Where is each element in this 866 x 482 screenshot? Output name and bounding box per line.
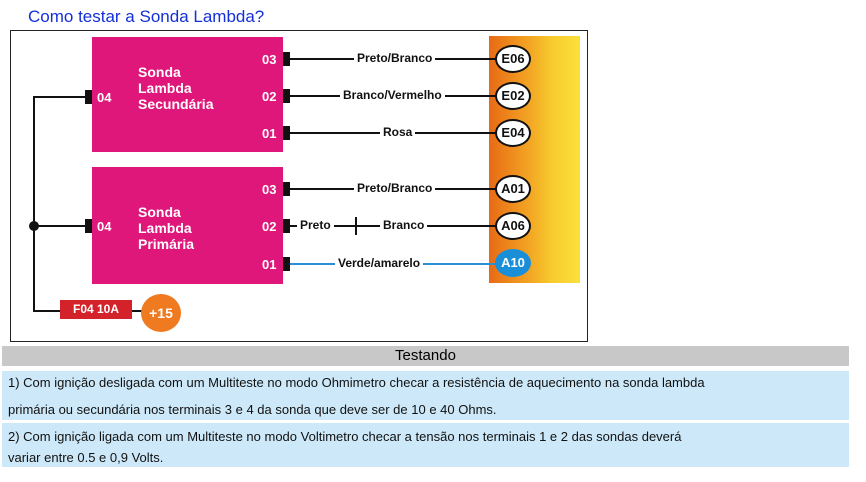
primary-side-pin: 04 xyxy=(97,219,112,234)
secondary-pin-01-mark xyxy=(283,126,290,140)
wire-splice-mark xyxy=(355,217,357,235)
testing-step-1 xyxy=(2,371,849,420)
wire-label-secondary-03: Preto/Branco xyxy=(354,51,435,65)
primary-pin-01: 01 xyxy=(262,257,277,272)
terminal-a06: A06 xyxy=(495,212,531,240)
terminal-e02: E02 xyxy=(495,82,531,110)
wire-label-primary-03: Preto/Branco xyxy=(354,181,435,195)
secondary-pin-01: 01 xyxy=(262,126,277,141)
common-bus-vertical xyxy=(33,96,35,312)
bus-to-fuse xyxy=(33,310,61,312)
secondary-pin-03-mark xyxy=(283,52,290,66)
terminal-a10: A10 xyxy=(495,249,531,277)
wire-label-secondary-01: Rosa xyxy=(380,125,415,139)
ecu-connector-strip xyxy=(489,36,580,283)
testing-step-2-line-1: 2) Com ignição ligada com um Multiteste no modo Voltimetro checar a tensão nos terminais 1 e 2 das sondas deverá xyxy=(8,429,682,444)
testing-step-1-line-2: primária ou secundária nos terminais 3 e 4 da sonda que deve ser de 10 e 40 Ohms. xyxy=(8,402,497,417)
testing-step-2 xyxy=(2,423,849,467)
primary-sensor-name: Sonda Lambda Primária xyxy=(138,204,195,252)
bus-to-secondary xyxy=(33,96,88,98)
diagram-title: Como testar a Sonda Lambda? xyxy=(28,7,265,26)
wire-label-primary-01: Verde/amarelo xyxy=(335,256,423,270)
secondary-sensor-name: Sonda Lambda Secundária xyxy=(138,64,214,112)
secondary-side-pin: 04 xyxy=(97,90,112,105)
wire-label-primary-02-right: Branco xyxy=(380,218,427,232)
testing-step-1-line-1: 1) Com ignição desligada com um Multiteste no modo Ohmimetro checar a resistência de aquecimento na sonda lambda xyxy=(8,375,705,390)
wire-label-primary-02-left: Preto xyxy=(297,218,334,232)
primary-side-pin-mark xyxy=(85,219,92,233)
primary-pin-01-mark xyxy=(283,257,290,271)
secondary-pin-03: 03 xyxy=(262,52,277,67)
terminal-e06: E06 xyxy=(495,45,531,73)
bus-to-primary xyxy=(33,225,88,227)
terminal-a01: A01 xyxy=(495,175,531,203)
primary-pin-03-mark xyxy=(283,182,290,196)
primary-pin-02-mark xyxy=(283,219,290,233)
testing-heading: Testando xyxy=(2,346,849,366)
wire-label-secondary-02: Branco/Vermelho xyxy=(340,88,445,102)
testing-step-2-line-2: variar entre 0.5 e 0,9 Volts. xyxy=(8,450,164,465)
primary-pin-02: 02 xyxy=(262,219,277,234)
secondary-side-pin-mark xyxy=(85,90,92,104)
fuse-label: F04 10A xyxy=(60,300,132,319)
bus-junction-dot xyxy=(29,221,39,231)
primary-pin-03: 03 xyxy=(262,182,277,197)
secondary-pin-02-mark xyxy=(283,89,290,103)
supply-15-badge: +15 xyxy=(141,294,181,332)
terminal-e04: E04 xyxy=(495,119,531,147)
secondary-pin-02: 02 xyxy=(262,89,277,104)
